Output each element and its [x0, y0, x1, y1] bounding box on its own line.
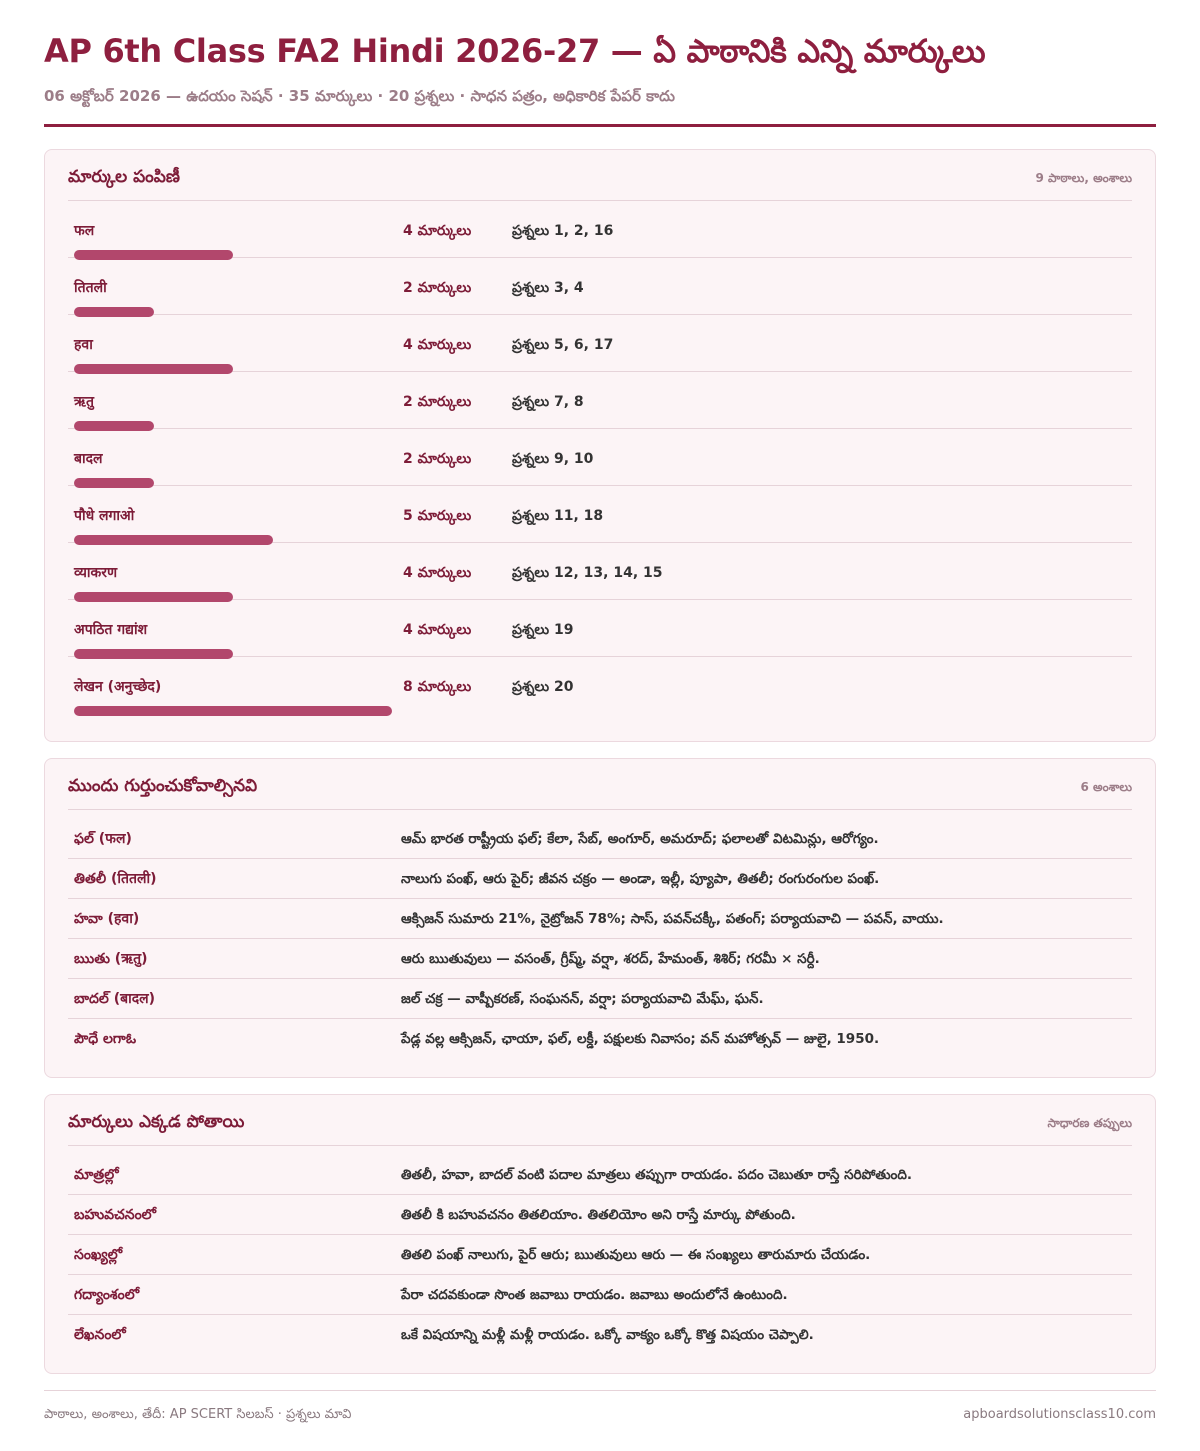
distribution-row — [68, 315, 1132, 372]
question-numbers: ప్రశ్నలు 3, 4 — [512, 280, 584, 296]
mistakes-card — [44, 1094, 1156, 1374]
marks-value: 4 మార్కులు — [403, 337, 472, 353]
lesson-name: हवा — [74, 337, 93, 353]
remember-row — [68, 1019, 1132, 1059]
card-title: మార్కులు ఎక్కడ పోతాయి — [68, 1112, 245, 1132]
marks-bar — [74, 706, 392, 716]
mistake-row-value: తితలీ, హవా, బాదల్ వంటి పదాల మాత్రలు తప్పుగా రాయడం. పదం చెబుతూ రాస్తే సరిపోతుంది. — [401, 1167, 913, 1183]
card-header — [68, 150, 1132, 201]
mistake-row-key: బహువచనంలో — [74, 1207, 157, 1223]
remember-row — [68, 819, 1132, 859]
footer-site-link[interactable]: apboardsolutionsclass10.com — [963, 1407, 1156, 1422]
lesson-name: ऋतु — [74, 394, 94, 410]
marks-value: 2 మార్కులు — [403, 394, 472, 410]
remember-row-key: ఋతు (ऋतु) — [74, 951, 148, 967]
marks-value: 5 మార్కులు — [403, 508, 472, 524]
question-numbers: ప్రశ్నలు 9, 10 — [512, 451, 594, 467]
lesson-name: फल — [74, 223, 95, 239]
remember-row-value: పేడ్ల వల్ల ఆక్సిజన్, ఛాయా, ఫల్, లక్డీ, పక్షులకు నివాసం; వన్ మహోత్సవ్ — జులై, 1950. — [401, 1031, 880, 1047]
remember-row-key: తితలీ (तितली) — [74, 871, 157, 887]
question-numbers: ప్రశ్నలు 5, 6, 17 — [512, 337, 614, 353]
header-divider — [44, 124, 1156, 127]
remember-card — [44, 758, 1156, 1078]
lesson-name: बादल — [74, 451, 103, 467]
remember-row-value: జల్ చక్ర — వాష్పీకరణ్, సంఘనన్, వర్షా; పర్యాయవాచి మేఘ్, ఘన్. — [401, 991, 764, 1007]
mistake-row-key: సంఖ్యల్లో — [74, 1247, 123, 1263]
card-title: మార్కుల పంపిణీ — [68, 167, 180, 187]
remember-row-key: బాదల్ (बादल) — [74, 991, 156, 1007]
remember-row-value: ఆక్సిజన్ సుమారు 21%, నైట్రోజన్ 78%; సాస్, పవన్‌చక్కీ, పతంగ్; పర్యాయవాచి — పవన్, వాయు. — [401, 911, 944, 927]
mistake-row-value: పేరా చదవకుండా సొంత జవాబు రాయడం. జవాబు అందులోనే ఉంటుంది. — [401, 1287, 788, 1303]
lesson-name: अपठित गद्यांश — [74, 622, 148, 638]
mistake-row — [68, 1235, 1132, 1275]
distribution-row — [68, 201, 1132, 258]
mistake-row-key: మాత్రల్లో — [74, 1167, 119, 1183]
marks-value: 4 మార్కులు — [403, 223, 472, 239]
mistake-row-value: తితలీ కి బహువచనం తితలియాం. తితలియోం అని రాస్తే మార్కు పోతుంది. — [401, 1207, 796, 1223]
card-header — [68, 1095, 1132, 1146]
mistake-row — [68, 1315, 1132, 1355]
card-header — [68, 759, 1132, 810]
mistake-row-key: లేఖనంలో — [74, 1327, 126, 1343]
remember-row-key: హవా (हवा) — [74, 911, 140, 927]
distribution-row — [68, 258, 1132, 315]
remember-row-key: ఫల్ (फल) — [74, 831, 132, 847]
remember-row — [68, 979, 1132, 1019]
remember-row — [68, 899, 1132, 939]
footer-source: పాఠాలు, అంశాలు, తేదీ: AP SCERT సిలబస్ · ప్రశ్నలు మావి — [44, 1407, 352, 1422]
mistake-row — [68, 1275, 1132, 1315]
remember-row-key: పౌధే లగాఓ — [74, 1031, 137, 1047]
mistake-row — [68, 1195, 1132, 1235]
question-numbers: ప్రశ్నలు 20 — [512, 679, 574, 695]
page-title: AP 6th Class FA2 Hindi 2026-27 — ఏ పాఠానికి ఎన్ని మార్కులు — [44, 32, 986, 70]
page-subtitle: 06 అక్టోబర్ 2026 — ఉదయం సెషన్ · 35 మార్కులు · 20 ప్రశ్నలు · సాధన పత్రం, అధికారిక పేపర్ కాదు — [44, 87, 675, 105]
question-numbers: ప్రశ్నలు 1, 2, 16 — [512, 223, 614, 239]
lesson-name: पौधे लगाओ — [74, 508, 135, 524]
question-numbers: ప్రశ్నలు 7, 8 — [512, 394, 584, 410]
distribution-row — [68, 543, 1132, 600]
question-numbers: ప్రశ్నలు 11, 18 — [512, 508, 604, 524]
remember-row — [68, 859, 1132, 899]
distribution-row — [68, 372, 1132, 429]
lesson-name: व्याकरण — [74, 565, 118, 581]
remember-row — [68, 939, 1132, 979]
lesson-name: लेखन (अनुच्छेद) — [74, 679, 162, 695]
card-meta: 9 పాఠాలు, అంశాలు — [1035, 171, 1132, 185]
marks-value: 2 మార్కులు — [403, 451, 472, 467]
card-meta: సాధారణ తప్పులు — [1047, 1116, 1132, 1130]
card-title: ముందు గుర్తుంచుకోవాల్సినవి — [68, 776, 258, 796]
lesson-name: तितली — [74, 280, 107, 296]
footer-divider — [44, 1390, 1156, 1391]
marks-value: 4 మార్కులు — [403, 622, 472, 638]
mistake-row-key: గద్యాంశంలో — [74, 1287, 140, 1303]
question-numbers: ప్రశ్నలు 12, 13, 14, 15 — [512, 565, 663, 581]
marks-value: 4 మార్కులు — [403, 565, 472, 581]
distribution-row — [68, 429, 1132, 486]
card-meta: 6 అంశాలు — [1080, 780, 1132, 794]
marks-value: 8 మార్కులు — [403, 679, 472, 695]
marks-distribution-card — [44, 149, 1156, 742]
remember-row-value: ఆరు ఋతువులు — వసంత్, గ్రీష్మ్, వర్షా, శరద్, హేమంత్, శిశిర్; గరమీ × సర్దీ. — [401, 951, 820, 967]
question-numbers: ప్రశ్నలు 19 — [512, 622, 574, 638]
mistake-row-value: తితలి పంఖ్ నాలుగు, పైర్ ఆరు; ఋతువులు ఆరు — ఈ సంఖ్యలు తారుమారు చేయడం. — [401, 1247, 871, 1263]
marks-value: 2 మార్కులు — [403, 280, 472, 296]
mistake-row-value: ఒకే విషయాన్ని మళ్లీ మళ్లీ రాయడం. ఒక్కో వాక్యం ఒక్కో కొత్త విషయం చెప్పాలి. — [401, 1327, 814, 1343]
distribution-row — [68, 600, 1132, 657]
distribution-row — [68, 657, 1132, 714]
mistake-row — [68, 1155, 1132, 1195]
remember-row-value: నాలుగు పంఖ్, ఆరు పైర్; జీవన చక్రం — అండా, ఇల్లీ, ప్యూపా, తితలీ; రంగురంగుల పంఖ్. — [401, 871, 880, 887]
remember-row-value: ఆమ్ భారత రాష్ట్రీయ ఫల్; కేలా, సేబ్, అంగూర్, అమరూద్; ఫలాలతో విటమిన్లు, ఆరోగ్యం. — [401, 831, 879, 847]
distribution-row — [68, 486, 1132, 543]
